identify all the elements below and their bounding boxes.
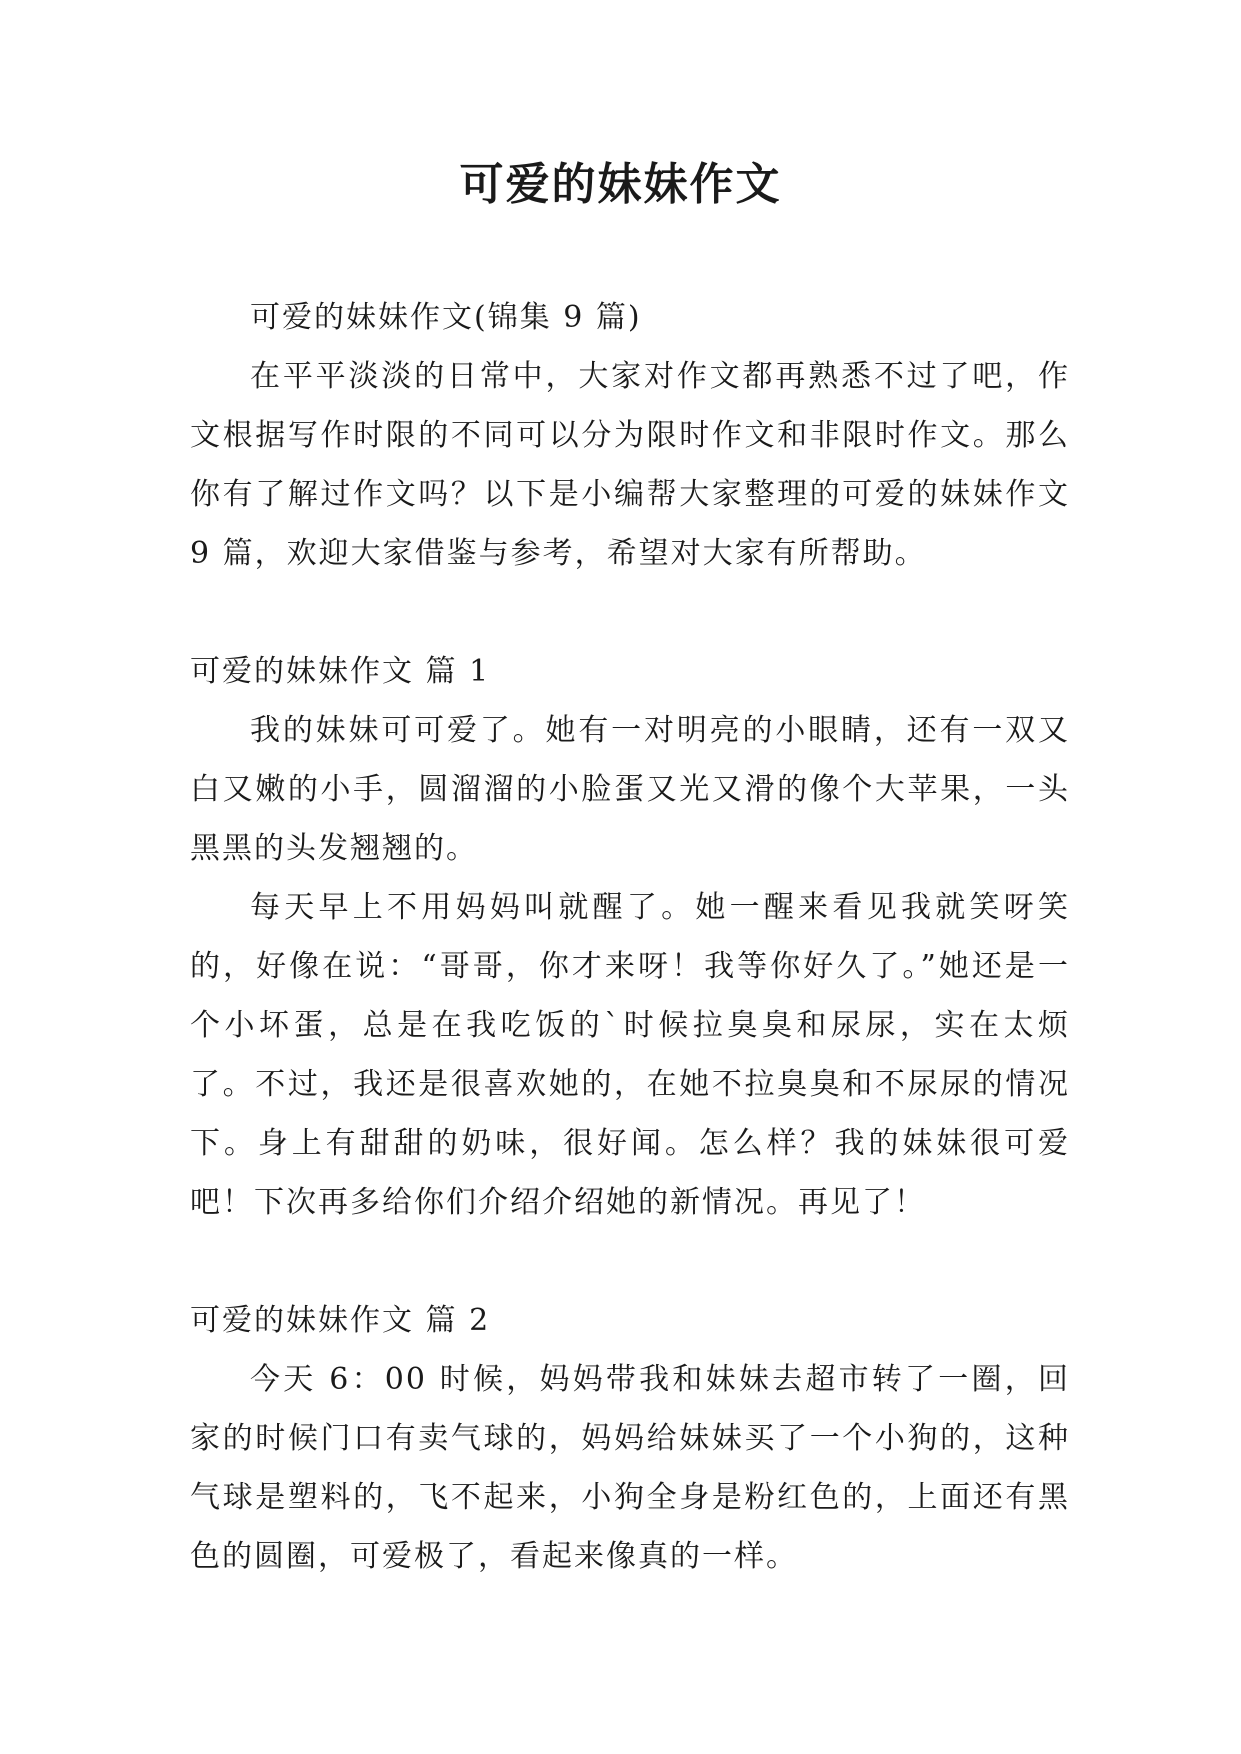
document-title: 可爱的妹妹作文 [459, 159, 782, 210]
intro-paragraph: 在平平淡淡的日常中，大家对作文都再熟悉不过了吧，作文根据写作时限的不同可以分为限时作文和非限时作文。那么你有了解过作文吗？以下是小编帮大家整理的可爱的妹妹作文 9 篇，欢迎大家借鉴与参考，希望对大家有所帮助。 [190, 359, 1070, 571]
section-spacer [190, 583, 1070, 642]
section-heading-1: 可爱的妹妹作文 篇 1 [190, 654, 491, 689]
section-spacer [190, 1232, 1070, 1291]
section-1-paragraph-1: 我的妹妹可可爱了。她有一对明亮的小眼睛，还有一双又白又嫩的小手，圆溜溜的小脸蛋又光又滑的像个大苹果，一头黑黑的头发翘翘的。 [190, 713, 1070, 866]
section-heading-2: 可爱的妹妹作文 篇 2 [190, 1303, 491, 1338]
section-1-paragraph-2: 每天早上不用妈妈叫就醒了。她一醒来看见我就笑呀笑的，好像在说：“哥哥，你才来呀！我等你好久了。”她还是一个小坏蛋，总是在我吃饭的`时候拉臭臭和尿尿，实在太烦了。不过，我还是很喜欢她的，在她不拉臭臭和不尿尿的情况下。身上有甜甜的奶味，很好闻。怎么样？我的妹妹很可爱吧！下次再多给你们介绍介绍她的新情况。再见了！ [190, 890, 1070, 1220]
document-body [190, 288, 1070, 1586]
intro-subtitle: 可爱的妹妹作文(锦集 9 篇) [250, 300, 642, 335]
section-2-paragraph-1: 今天 6：00 时候，妈妈带我和妹妹去超市转了一圈，回家的时候门口有卖气球的，妈妈给妹妹买了一个小狗的，这种气球是塑料的，飞不起来，小狗全身是粉红色的，上面还有黑色的圆圈，可爱极了，看起来像真的一样。 [190, 1362, 1070, 1574]
